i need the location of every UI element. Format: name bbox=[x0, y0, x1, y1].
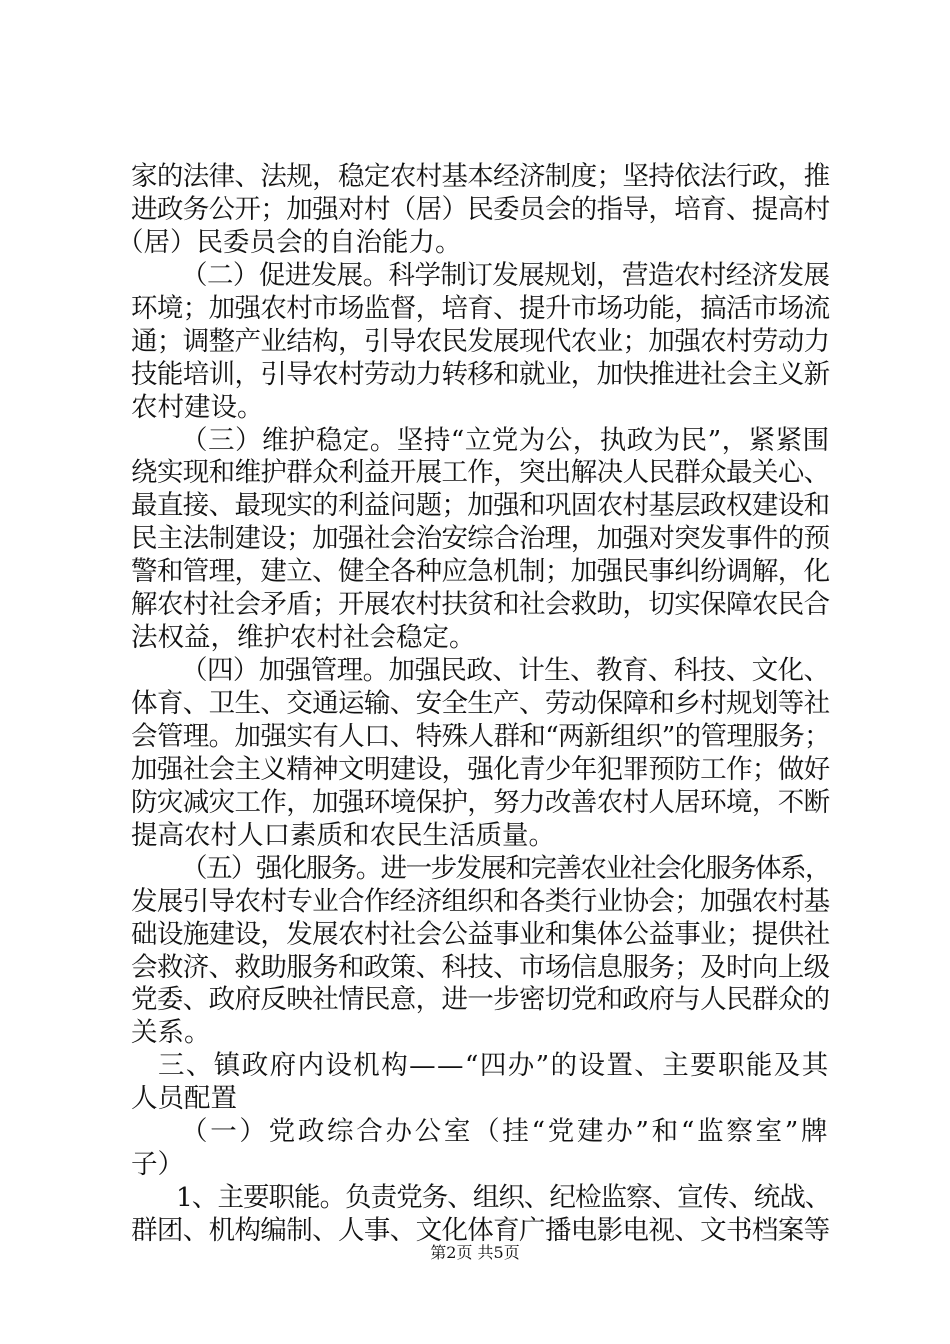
text-line: 法权益，维护农村社会稳定。 bbox=[131, 622, 476, 654]
text-line: （三）维护稳定。坚持“立党为公，执政为民”，紧紧围 bbox=[181, 424, 830, 456]
text-line: 最直接、最现实的利益问题；加强和巩固农村基层政权建设和 bbox=[131, 490, 830, 522]
subsection-heading: （一）党政综合办公室（挂“党建办”和“监察室”牌 bbox=[181, 1116, 831, 1148]
text-line: 防灾减灾工作，加强环境保护，努力改善农村人居环境，不断 bbox=[131, 786, 830, 818]
text-line: 家的法律、法规，稳定农村基本经济制度；坚持依法行政，推 bbox=[131, 161, 830, 192]
section-heading: 三、镇政府内设机构——“四办”的设置、主要职能及其 bbox=[158, 1050, 830, 1082]
text-line: 加强社会主义精神文明建设，强化青少年犯罪预防工作；做好 bbox=[131, 753, 830, 785]
text-line: （二）促进发展。科学制订发展规划，营造农村经济发展 bbox=[181, 259, 830, 291]
page-number-footer: 第2页 共5页 bbox=[430, 1243, 520, 1262]
text-line: 绕实现和维护群众利益开展工作，突出解决人民群众最关心、 bbox=[131, 457, 830, 489]
text-line: 1、主要职能。负责党务、组织、纪检监察、宣传、统战、 bbox=[176, 1182, 831, 1214]
text-line: 关系。 bbox=[131, 1017, 211, 1049]
text-line: 警和管理，建立、健全各种应急机制；加强民事纠纷调解，化 bbox=[131, 556, 830, 588]
text-line: 础设施建设，发展农村社会公益事业和集体公益事业；提供社 bbox=[131, 918, 830, 950]
text-line: 会救济、救助服务和政策、科技、市场信息服务；及时向上级 bbox=[131, 951, 830, 983]
text-line: 发展引导农村专业合作经济组织和各类行业协会；加强农村基 bbox=[131, 885, 830, 917]
text-line: 党委、政府反映社情民意，进一步密切党和政府与人民群众的 bbox=[131, 984, 830, 1016]
text-line: （居）民委员会的自治能力。 bbox=[117, 226, 462, 258]
text-line: 会管理。加强实有人口、特殊人群和“两新组织”的管理服务； bbox=[131, 720, 831, 752]
text-line: 群团、机构编制、人事、文化体育广播电影电视、文书档案等 bbox=[131, 1215, 830, 1246]
section-heading: 人员配置 bbox=[131, 1083, 237, 1115]
text-line: 环境；加强农村市场监督，培育、提升市场功能，搞活市场流 bbox=[131, 292, 830, 324]
text-line: 体育、卫生、交通运输、安全生产、劳动保障和乡村规划等社 bbox=[131, 688, 830, 719]
text-line: 技能培训，引导农村劳动力转移和就业，加快推进社会主义新 bbox=[131, 358, 830, 390]
text-line: 进政务公开；加强对村（居）民委员会的指导，培育、提高村 bbox=[131, 193, 830, 225]
text-line: （四）加强管理。加强民政、计生、教育、科技、文化、 bbox=[181, 655, 830, 687]
subsection-heading: 子） bbox=[131, 1149, 184, 1181]
text-line: 农村建设。 bbox=[131, 391, 264, 423]
text-line: 提高农村人口素质和农民生活质量。 bbox=[131, 819, 555, 851]
text-line: 解农村社会矛盾；开展农村扶贫和社会救助，切实保障农民合 bbox=[131, 589, 830, 621]
text-line: 民主法制建设；加强社会治安综合治理，加强对突发事件的预 bbox=[131, 523, 830, 555]
text-line: （五）强化服务。进一步发展和完善农业社会化服务体系， bbox=[181, 852, 830, 884]
text-line: 通；调整产业结构，引导农民发展现代农业；加强农村劳动力 bbox=[131, 325, 830, 357]
